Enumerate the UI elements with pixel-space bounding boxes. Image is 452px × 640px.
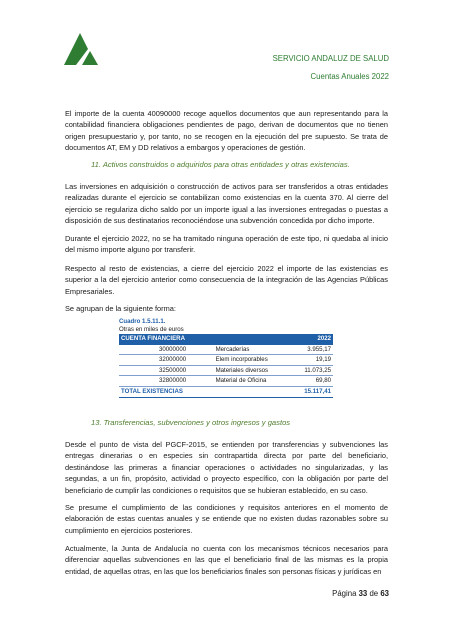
row-value: 19,19 — [291, 355, 333, 366]
row-code: 32800000 — [119, 376, 214, 387]
junta-andalucia-logo-icon — [60, 31, 102, 67]
row-value: 3.955,17 — [291, 344, 333, 355]
row-code: 30000000 — [119, 344, 214, 355]
row-name: Elem incorporables — [214, 355, 291, 366]
page-of: de — [369, 589, 379, 598]
paragraph-junta-andalucia: Actualmente, la Junta de Andalucía no cuenta con los mecanismos técnicos necesarios para diferenciar aquellas subvenciones en las que el beneficiario final de las mismas es la propia entidad, de aquellas otras, en las que los beneficiarios finales son personas físicas y jurídicas en — [65, 544, 388, 576]
existencias-table-block — [119, 318, 333, 398]
section-11-heading: 11. Activos construidos o adquiridos para otras entidades y otras existencias. — [91, 160, 350, 169]
total-pages: 63 — [380, 589, 389, 598]
table-row — [119, 365, 333, 376]
header-year: 2022 — [291, 334, 333, 344]
section-13-heading: 13. Transferencias, subvenciones y otros ingresos y gastos — [91, 418, 291, 427]
table-header-row — [119, 334, 333, 344]
row-name: Materiales diversos — [214, 365, 291, 376]
row-name: Mercaderías — [214, 344, 291, 355]
paragraph-cumplimiento: Se presume el cumplimiento de las condiciones y requisitos anteriores en el momento de elaboración de estas cuentas anuales y se entiende que no existen dudas razonables sobre su cumplimiento en ejercicios posteriores. — [65, 503, 388, 535]
paragraph-cuenta-40090000: El importe de la cuenta 40090000 recoge aquellos documentos que aun representando para la contabilidad financiera obligaciones pendientes de pago, derivan de documentos que no tienen origen presupuestario y, por tanto, no se recogen en la ejecución del pre supuesto. Se trata de documentos AT, EM y DD relativos a embargos y operaciones de gestión. — [65, 109, 388, 153]
paragraph-ejercicio-2022: Durante el ejercicio 2022, no se ha tramitado ninguna operación de este tipo, ni quedaba al inicio del mismo importe alguno por transferir. — [65, 234, 388, 255]
header-org: SERVICIO ANDALUZ DE SALUD — [272, 54, 389, 63]
table-units: Otras en miles de euros — [119, 326, 184, 333]
header-report: Cuentas Anuales 2022 — [310, 72, 389, 81]
row-code: 32500000 — [119, 365, 214, 376]
existencias-table — [119, 334, 333, 398]
row-name: Material de Oficina — [214, 376, 291, 387]
paragraph-inversiones: Las inversiones en adquisición o construcción de activos para ser transferidos a otras entidades realizadas durante el ejercicio se contabilizan como existencias en la cuenta 370. Al cierre del ejercicio se regulariza dicho saldo por un importe igual a las inversiones entregadas o puestas a disposición de sus destinatarios reconociéndose una subvención concedida por dicho importe. — [65, 182, 388, 226]
row-code: 32000000 — [119, 355, 214, 366]
table-row — [119, 355, 333, 366]
total-label: TOTAL EXISTENCIAS — [119, 386, 291, 397]
table-caption: Cuadro 1.5.11.1. — [119, 318, 166, 325]
paragraph-resto-existencias: Respecto al resto de existencias, a cierre del ejercicio 2022 el importe de las existencias es superior a la del ejercicio anterior como consecuencia de la integración de las Agencias Públicas Empresariales. — [65, 264, 388, 296]
row-value: 11.073,25 — [291, 365, 333, 376]
table-total-row — [119, 386, 333, 397]
header-cuenta-financiera: CUENTA FINANCIERA — [119, 334, 291, 344]
row-value: 69,80 — [291, 376, 333, 387]
page-number — [332, 589, 389, 598]
table-row — [119, 376, 333, 387]
paragraph-se-agrupan: Se agrupan de la siguiente forma: — [65, 304, 176, 313]
total-value: 15.117,41 — [291, 386, 333, 397]
table-row — [119, 344, 333, 355]
page-label: Página — [332, 589, 357, 598]
current-page: 33 — [358, 589, 368, 598]
paragraph-pgcf-2015: Desde el punto de vista del PGCF-2015, se entienden por transferencias y subvenciones las entregas dinerarias o en especies sin contrapartida directa por parte del beneficiario, destinándose las primeras a financiar operaciones o actividades no singularizadas, y las segundas, a un fin, propósito, actividad o proyecto específico, con la obligación por parte del beneficiario de cumplir las condiciones o requisitos que se hubieran establecido, en su caso. — [65, 440, 388, 495]
